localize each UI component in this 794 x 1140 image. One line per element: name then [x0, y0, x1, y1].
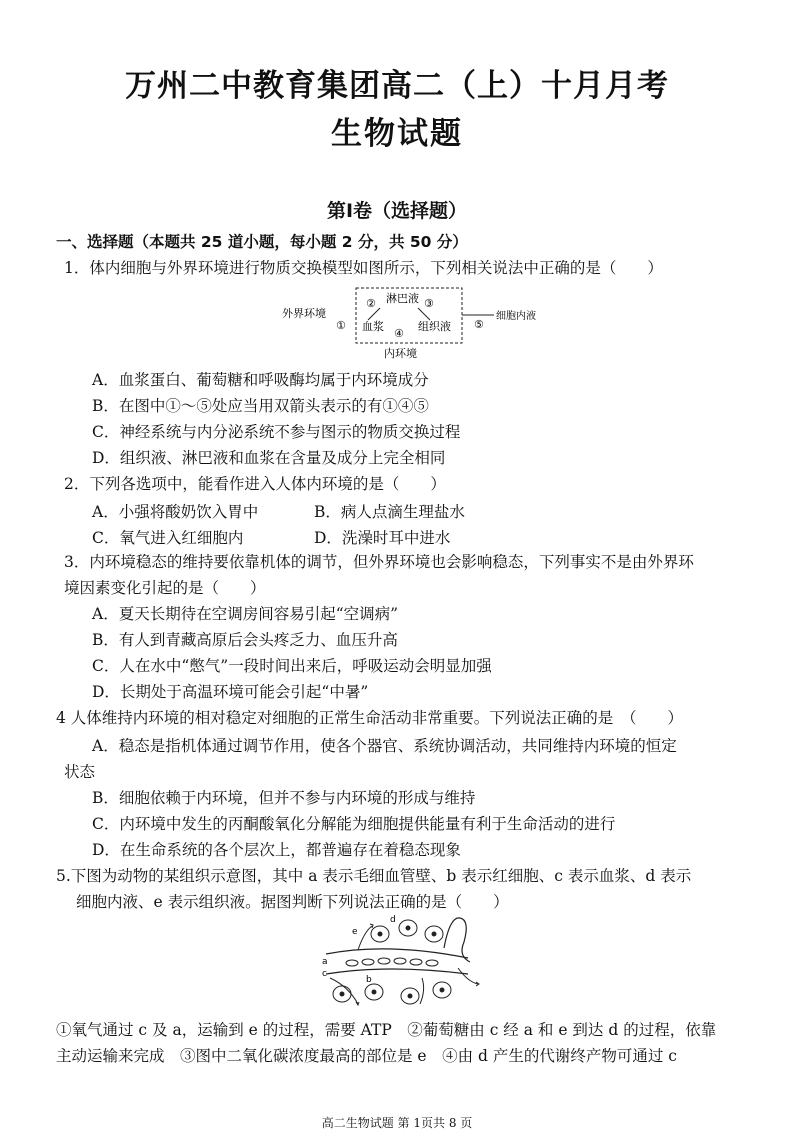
marker-3: ③	[424, 297, 434, 310]
capillary-wall-bottom	[326, 969, 468, 974]
q1-option-a: A．血浆蛋白、葡萄糖和呼吸酶均属于内环境成分	[92, 371, 429, 389]
q1-option-b: B．在图中①～⑤处应当用双箭头表示的有①④⑤	[92, 397, 429, 415]
section-instructions: 一、选择题（本题共 25 道小题，每小题 2 分，共 50 分）	[56, 233, 468, 251]
capillary-wall-top	[326, 949, 468, 958]
plasma-label: 血浆	[362, 320, 384, 333]
q3-option-b: B．有人到青藏高原后会头疼乏力、血压升高	[92, 631, 398, 649]
q2-option-b: B．病人点滴生理盐水	[314, 503, 465, 521]
tissue-cells	[333, 920, 451, 1004]
q3-stem-line2: 境因素变化引起的是（ ）	[64, 579, 266, 597]
q4-option-a-cont: 状态	[64, 763, 96, 781]
q4-stem: 4 人体维持内环境的相对稳定对细胞的正常生命活动非常重要。下列说法正确的是 （ ）	[56, 709, 684, 727]
q5-stem-line2: 细胞内液、e 表示组织液。据图判断下列说法正确的是（ ）	[76, 893, 509, 911]
q5-tissue-diagram	[318, 912, 488, 1014]
q4-option-d: D．在生命系统的各个层次上，都普遍存在着稳态现象	[92, 841, 461, 859]
q2-option-c: C．氧气进入红细胞内	[92, 529, 244, 547]
page-footer: 高二生物试题 第 1页共 8 页	[321, 1116, 473, 1130]
marker-5: ⑤	[474, 318, 484, 331]
outer-env-label: 外界环境	[282, 307, 326, 320]
q3-option-c: C．人在水中“憋气”一段时间出来后，呼吸运动会明显加强	[92, 657, 492, 675]
q4-option-a: A．稳态是指机体通过调节作用，使各个器官、系统协调活动，共同维持内环境的恒定	[92, 737, 677, 755]
tissue-fluid-label: 组织液	[418, 320, 451, 333]
q3-option-d: D．长期处于高温环境可能会引起“中暑”	[92, 683, 369, 701]
section-heading: 第Ⅰ卷（选择题）	[326, 200, 468, 222]
label-c: c	[322, 969, 327, 979]
marker-1: ①	[336, 319, 346, 332]
label-e: e	[352, 927, 358, 937]
red-blood-cells	[346, 958, 438, 966]
marker-2: ②	[366, 297, 376, 310]
marker-4: ④	[394, 327, 404, 340]
cell-fluid-label: 细胞内液	[496, 311, 536, 322]
exam-title: 万州二中教育集团高二（上）十月月考	[125, 68, 669, 104]
q5-stem-line1: 5.下图为动物的某组织示意图，其中 a 表示毛细血管壁、b 表示红细胞、c 表示血浆、d 表示	[56, 867, 692, 885]
exam-subject: 生物试题	[331, 116, 463, 152]
q3-stem-line1: 3．内环境稳态的维持要依靠机体的调节，但外界环境也会影响稳态，下列事实不是由外界环	[64, 553, 694, 571]
q2-option-a: A．小强将酸奶饮入胃中	[92, 503, 259, 521]
q5-statements-line1: ①氧气通过 c 及 a，运输到 e 的过程，需要 ATP ②葡萄糖由 c 经 a 和 e 到达 d 的过程，依靠	[56, 1021, 717, 1039]
q3-option-a: A．夏天长期待在空调房间容易引起“空调病”	[92, 605, 399, 623]
q2-option-d: D．洗澡时耳中进水	[314, 529, 451, 547]
label-b: b	[366, 975, 372, 985]
label-a: a	[322, 957, 328, 967]
q1-stem: 1．体内细胞与外界环境进行物质交换模型如图所示，下列相关说法中正确的是（ ）	[64, 259, 663, 277]
q5-statements-line2: 主动运输来完成 ③图中二氧化碳浓度最高的部位是 e ④由 d 产生的代谢终产物可通过 c	[56, 1047, 677, 1065]
label-d: d	[390, 915, 396, 925]
q1-option-d: D．组织液、淋巴液和血浆在含量及成分上完全相同	[92, 449, 446, 467]
q4-option-b: B．细胞依赖于内环境，但并不参与内环境的形成与维持	[92, 789, 476, 807]
q4-option-c: C．内环境中发生的丙酮酸氧化分解能为细胞提供能量有利于生命活动的进行	[92, 815, 616, 833]
q1-exchange-diagram	[278, 284, 548, 362]
q1-option-c: C．神经系统与内分泌系统不参与图示的物质交换过程	[92, 423, 461, 441]
lymph-label: 淋巴液	[386, 292, 419, 305]
internal-env-label: 内环境	[384, 347, 417, 360]
q2-stem: 2．下列各选项中，能看作进入人体内环境的是（ ）	[64, 475, 446, 493]
